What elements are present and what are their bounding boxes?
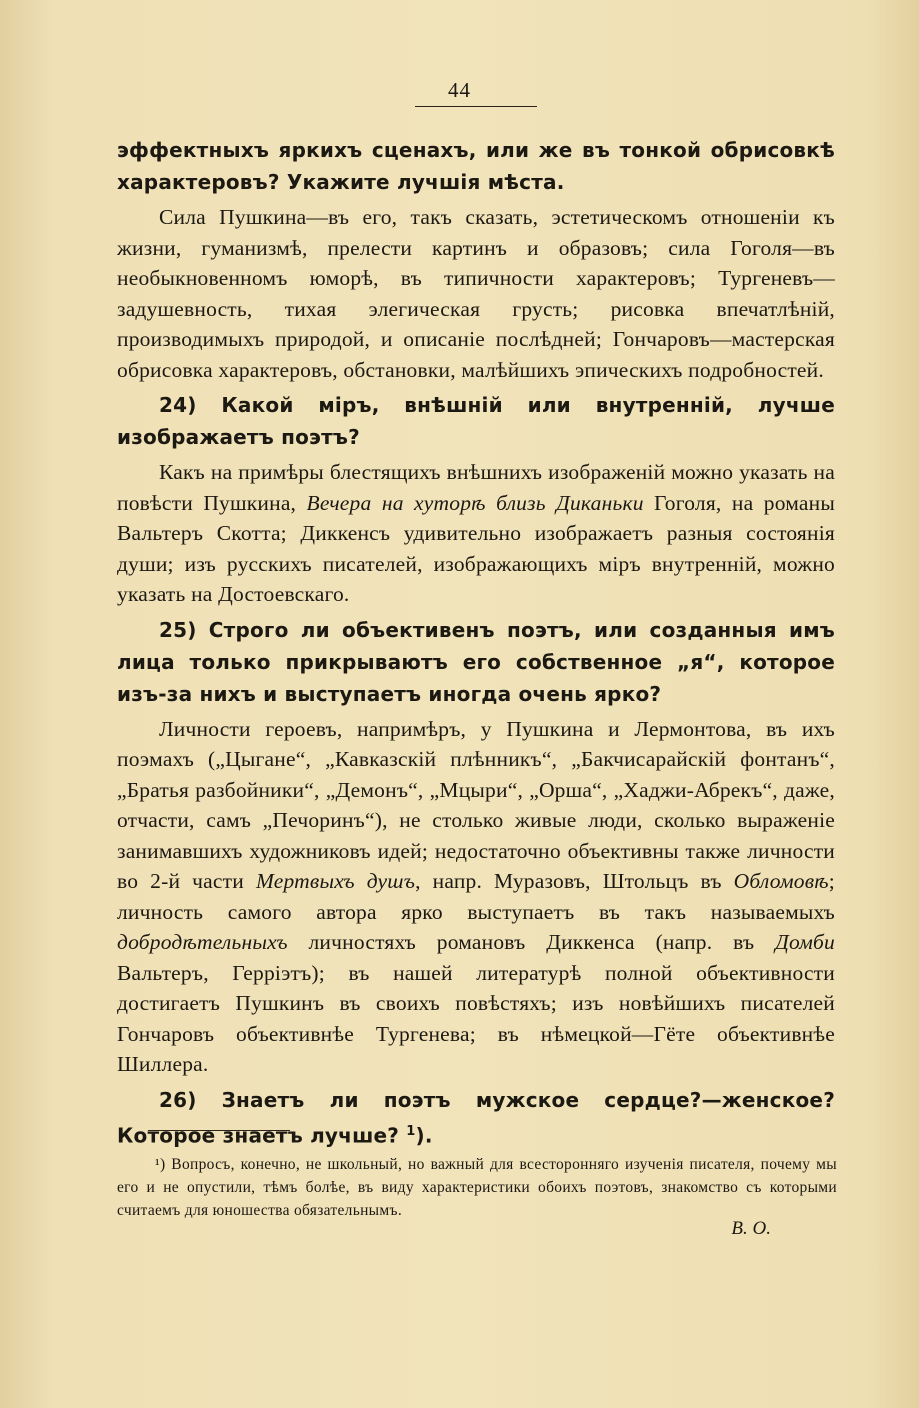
page-header: [0, 78, 919, 103]
header-rule: [415, 106, 537, 107]
footnote-reference: 1: [406, 1123, 416, 1139]
answer-25-text-b: , напр. Муразовъ, Штольцъ въ: [415, 869, 734, 893]
work-title-dead-souls: Мертвыхъ душъ: [255, 869, 416, 893]
term-virtuous: добродѣтельныхъ: [117, 930, 288, 954]
answer-24-text-a: Какъ на примѣры блестящихъ внѣшнихъ изображеній можно указать на повѣсти Пушкина,: [117, 460, 835, 515]
question-26: [117, 1084, 835, 1152]
page-number: 44: [448, 78, 471, 102]
answer-25-text-e: Вальтеръ, Герріэтъ); въ нашей литературѣ полной объективности достигаетъ Пушкинъ въ своихъ повѣстяхъ; изъ новѣйшихъ писателей Гончаровъ объективнѣе Тургенева; въ нѣмецкой—Гёте объективнѣе Шиллера.: [117, 960, 835, 1076]
answer-25-text-a: Личности героевъ, напримѣръ, у Пушкина и Лермонтова, въ ихъ поэмахъ („Цыгане“, „Кавказскій плѣнникъ“, „Бакчисарайскій фонтанъ“, „Братья разбойники“, „Демонъ“, „Мцыри“, „Орша“, „Хаджи-Абрекъ“, даже, отчасти, самъ „Печоринъ“), не столько живые люди, сколько выраженіе занимавшихъ художниковъ идей; недостаточно объективны также личности во 2-й части: [117, 716, 835, 893]
question-continuation: эффектныхъ яркихъ сценахъ, или же въ тонкой обрисовкѣ характеровъ? Укажите лучшія мѣста.: [117, 138, 835, 194]
main-text: [117, 134, 835, 1151]
question-26-end: ).: [415, 1123, 433, 1148]
work-title-oblomov: Обломовѣ: [733, 869, 829, 893]
answer-25-text-c: ; личность самого автора ярко выступаетъ въ такъ называемыхъ: [117, 869, 835, 924]
footnote-signature: В. О.: [731, 1218, 771, 1239]
footnote: [117, 1153, 837, 1222]
work-title-dikanka: Вечера на хуторѣ близь Диканьки: [306, 490, 644, 515]
answer-24-text-b: Гоголя, на романы Вальтеръ Скотта; Диккенсъ удивительно изображаетъ разныя состоянія души; изъ русскихъ писателей, изображающихъ міръ внутренній, можно указать на Достоевскаго.: [117, 490, 835, 606]
footnote-marker: ¹): [155, 1155, 166, 1173]
answer-24: [117, 457, 835, 610]
footnote-text: Вопросъ, конечно, не школьный, но важный для всесторонняго изученія писателя, почему мы его и не опустили, тѣмъ болѣе, въ виду характеристики обоихъ поэтовъ, знакомство съ которыми считаемъ для юношества обязательнымъ.: [117, 1155, 837, 1219]
answer-25-text-d: личностяхъ романовъ Диккенса (напр. въ: [287, 930, 776, 954]
work-title-dombey: Домби: [775, 930, 835, 954]
answer-paragraph: Сила Пушкина—въ его, такъ сказать, эстетическомъ отношеніи къ жизни, гуманизмѣ, прелести картинъ и образовъ; сила Гоголя—въ необыкновенномъ юморѣ, въ типичности характеровъ; Тургеневъ—задушевность, тихая элегическая грусть; рисовка впечатлѣній, производимыхъ природой, и описаніе послѣдней; Гончаровъ—мастерская обрисовка характеровъ, обстановки, малѣйшихъ эпическихъ подробностей.: [117, 205, 835, 382]
question-26-text: 26) Знаетъ ли поэтъ мужское сердце?—женское? Которое знаетъ лучше?: [117, 1087, 835, 1148]
question-24: 24) Какой міръ, внѣшній или внутренній, лучше изображаетъ поэтъ?: [117, 393, 835, 449]
question-25: 25) Строго ли объективенъ поэтъ, или созданныя имъ лица только прикрываютъ его собственное „я“, которое изъ-за нихъ и выступаетъ иногда очень ярко?: [117, 617, 835, 706]
answer-25: [117, 714, 835, 1080]
footnote-rule: [148, 1130, 290, 1131]
